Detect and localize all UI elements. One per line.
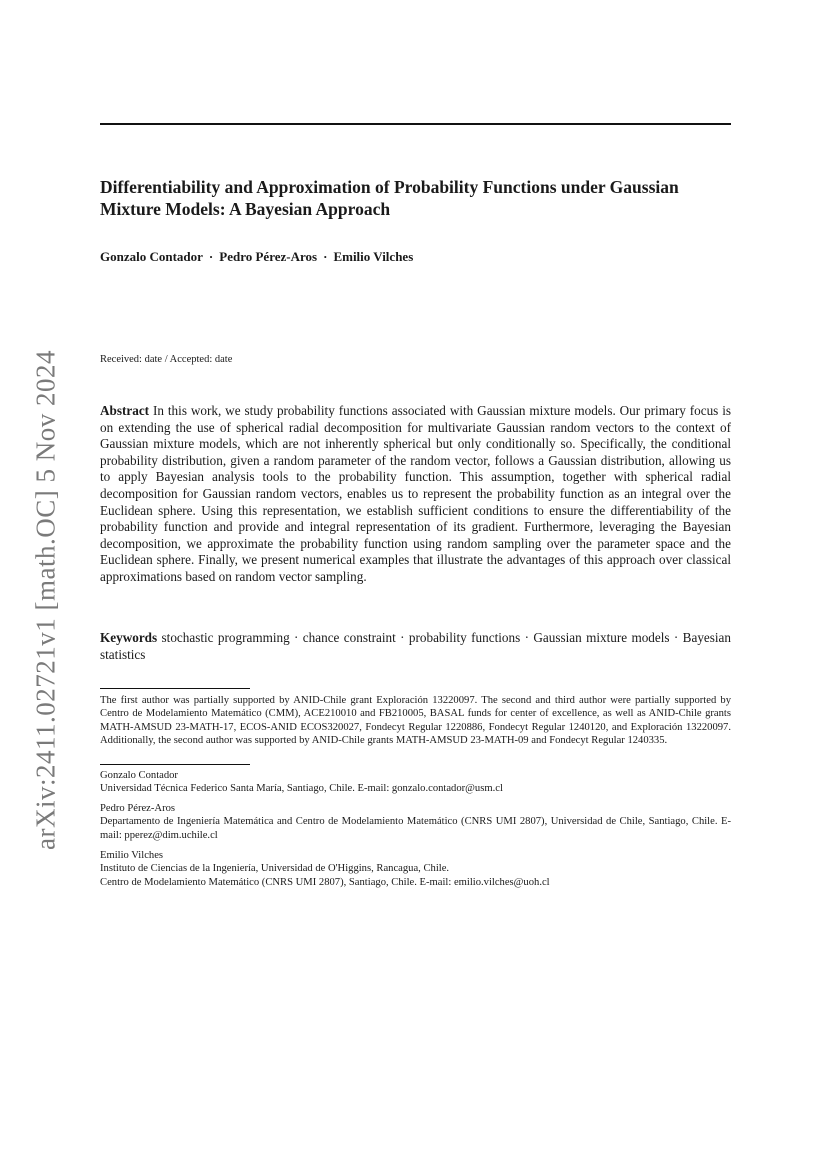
affiliation-perez-aros: [100, 802, 731, 842]
author-list: [100, 249, 413, 265]
author-separator: ·: [208, 249, 214, 264]
footnote-rule: [100, 688, 250, 689]
affiliation-name: Emilio Vilches: [100, 850, 164, 861]
funding-footnote: The first author was partially supported by ANID-Chile grant Exploración 13220097. The second and third author were partially supported by Centro de Modelamiento Matemático (CMM), ACE210010 and FB210005, BASAL funds for center of excellence, as well as ANID-Chile grants MATH-AMSUD 23-MATH-17, ECOS-ANID ECOS320027, Fondecyt Regular 1220886, Fondecyt Regular 1240120, and Exploración 13220097. Additionally, the second author was supported by ANID-Chile grants MATH-AMSUD 23-MATH-09 and Fondecyt Regular 1240335.: [100, 695, 731, 747]
author-name: Emilio Vilches: [333, 249, 414, 264]
paper-title: Differentiability and Approximation of Probability Functions under Gaussian Mixture Models: A Bayesian Approach: [100, 177, 679, 219]
affiliation-name: Gonzalo Contador: [100, 770, 178, 781]
affiliation-line: Centro de Modelamiento Matemático (CNRS UMI 2807), Santiago, Chile. E-mail: emilio.vilches@uoh.cl: [100, 876, 550, 888]
keywords-text: stochastic programming · chance constraint · probability functions · Gaussian mixture models · Bayesian statistics: [100, 630, 732, 662]
affiliation-line: Departamento de Ingeniería Matemática and Centro de Modelamiento Matemático (CNRS UMI 2807), Universidad de Chile, Santiago, Chile. E-mail: pperez@dim.uchile.cl: [100, 816, 731, 841]
abstract-text: In this work, we study probability functions associated with Gaussian mixture models. Our primary focus is on extending the use of spherical radial decomposition for multivariate Gaussian random vectors to the context of Gaussian mixture models, which are not inherently spherical but only conditionally so. Specifically, the conditional probability distribution, given a random parameter of the random vector, follows a Gaussian distribution, allowing us to apply Bayesian analysis tools to the probability function. This assumption, together with spherical radial decomposition for Gaussian random vectors, enables us to represent the probability function as an integral over the Euclidean sphere. Using this representation, we establish sufficient conditions to ensure the differentiability of the probability function and provide and integral representation of its gradient. Furthermore, leveraging the Bayesian decomposition, we approximate the probability function using random sampling over the parameter space and the Euclidean sphere. Finally, we present numerical examples that illustrate the advantages of this approach over classical approximations based on random vector sampling.: [100, 403, 732, 584]
affiliation-rule: [100, 764, 250, 765]
abstract-heading: Abstract: [100, 403, 150, 418]
author-name: Gonzalo Contador: [100, 249, 203, 264]
author-name: Pedro Pérez-Aros: [219, 249, 318, 264]
affiliation-name: Pedro Pérez-Aros: [100, 803, 176, 814]
received-date: Received: date / Accepted: date: [100, 354, 233, 365]
keywords-heading: Keywords: [100, 630, 158, 645]
arxiv-identifier-stamp: arXiv:2411.02721v1 [math.OC] 5 Nov 2024: [30, 350, 61, 850]
affiliation-line: Universidad Técnica Federico Santa María, Santiago, Chile. E-mail: gonzalo.contador@usm.cl: [100, 783, 503, 795]
affiliation-line: Instituto de Ciencias de la Ingeniería, Universidad de O'Higgins, Rancagua, Chile.: [100, 863, 450, 875]
top-rule: [100, 123, 731, 125]
affiliation-contador: [100, 769, 731, 796]
affiliation-vilches: [100, 849, 731, 889]
keywords: [100, 630, 731, 663]
author-separator: ·: [323, 249, 328, 264]
abstract: [100, 403, 731, 586]
